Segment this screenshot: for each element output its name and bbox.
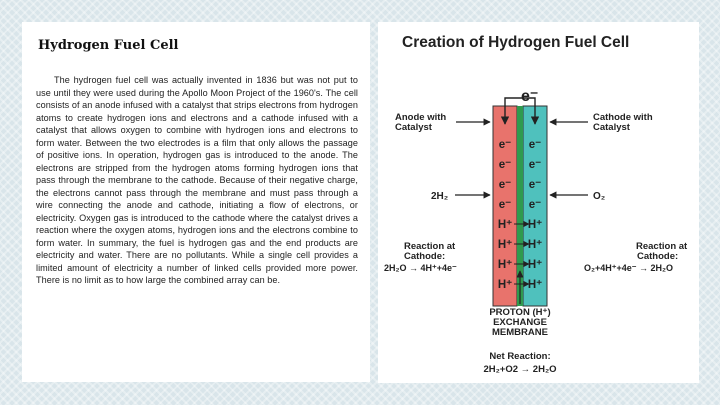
anode-reaction-line2: Cathode: [404, 251, 446, 262]
anode-reaction-line1: Reaction at [404, 241, 456, 252]
cathode-label-line2: Catalyst [593, 122, 630, 133]
net-reaction-title: Net Reaction: [489, 351, 551, 362]
cathode-electron-2: e⁻ [528, 159, 542, 171]
cathode-electron-3: e⁻ [528, 179, 542, 191]
anode-electron-3: e⁻ [498, 179, 512, 191]
cathode-reaction-line2: Cathode: [637, 251, 679, 262]
anode-reaction-equation: 2H₂O → 4H⁺+4e⁻ [384, 263, 457, 273]
anode-electron-1: e⁻ [498, 139, 512, 151]
membrane-label-line1: PROTON (H⁺) [489, 307, 551, 318]
anode-label-line1: Anode with [395, 112, 447, 123]
membrane-label-line3: MEMBRANE [492, 327, 548, 338]
anode-electron-2: e⁻ [498, 159, 512, 171]
cathode-reaction-equation: O₂+4H⁺+4e⁻ → 2H₂O [584, 263, 674, 273]
anode-proton-3: H⁺ [497, 259, 513, 271]
fuel-cell-diagram [378, 22, 699, 383]
anode-proton-2: H⁺ [497, 239, 513, 251]
net-reaction-equation: 2H₂+O2 → 2H₂O [483, 364, 557, 375]
fuel-cell-svg [378, 22, 699, 383]
cathode-electron-4: e⁻ [528, 199, 542, 211]
wire-electron-label: e⁻ [521, 88, 539, 105]
cathode-proton-4: H⁺ [527, 279, 543, 291]
anode-proton-4: H⁺ [497, 279, 513, 291]
text-panel [22, 22, 370, 382]
slide-title: Hydrogen Fuel Cell [38, 38, 179, 53]
cathode-reaction-line1: Reaction at [636, 241, 688, 252]
anode-electron-4: e⁻ [498, 199, 512, 211]
anode-proton-1: H⁺ [497, 219, 513, 231]
cathode-proton-3: H⁺ [527, 259, 543, 271]
cathode-proton-2: H⁺ [527, 239, 543, 251]
slide-body-text: The hydrogen fuel cell was actually invented in 1836 but was not put to use until they were used during the Apollo Moon Project of the 1960's. The cell consists of an anode infused with a catalyst that strips electrons from hydrogen atoms to create hydrogen ions and electrons and a cathode infused with a catalyst that allows oxygen to combine with hydrogen ions and electrons to form water. Between the two electrodes is a film that only allows the passage of positive ions. In operation, hydrogen gas is introduced to the anode. The electrons are stripped from the hydrogen atoms forming hydrogen ions that pass through the membrane to the cathode. Because of their negative charge, the electrons cannot pass through the membrane and must pass through a wire connecting the anode and cathode, initiating a flow of electrons, or electricity. Oxygen gas is introduced to the cathode where the catalyst drives a reaction where the oxygen atoms, hydrogen ions and the electrons combine to form water. In summary, the fuel is hydrogen gas and the end products are electricity and water. There are no pollutants. While a single cell provides a limited amount of electricity a number of linked cells provided more power. There is no limit as to how large the combined array can be. [36, 75, 358, 285]
diagram-title: Creation of Hydrogen Fuel Cell [402, 34, 630, 51]
membrane-label-line2: EXCHANGE [493, 317, 547, 328]
h2-input-label: 2H₂ [431, 191, 449, 202]
anode-label-line2: Catalyst [395, 122, 432, 133]
cathode-electron-1: e⁻ [528, 139, 542, 151]
cathode-label-line1: Cathode with [593, 112, 653, 123]
o2-input-label: O₂ [593, 191, 606, 202]
cathode-proton-1: H⁺ [527, 219, 543, 231]
